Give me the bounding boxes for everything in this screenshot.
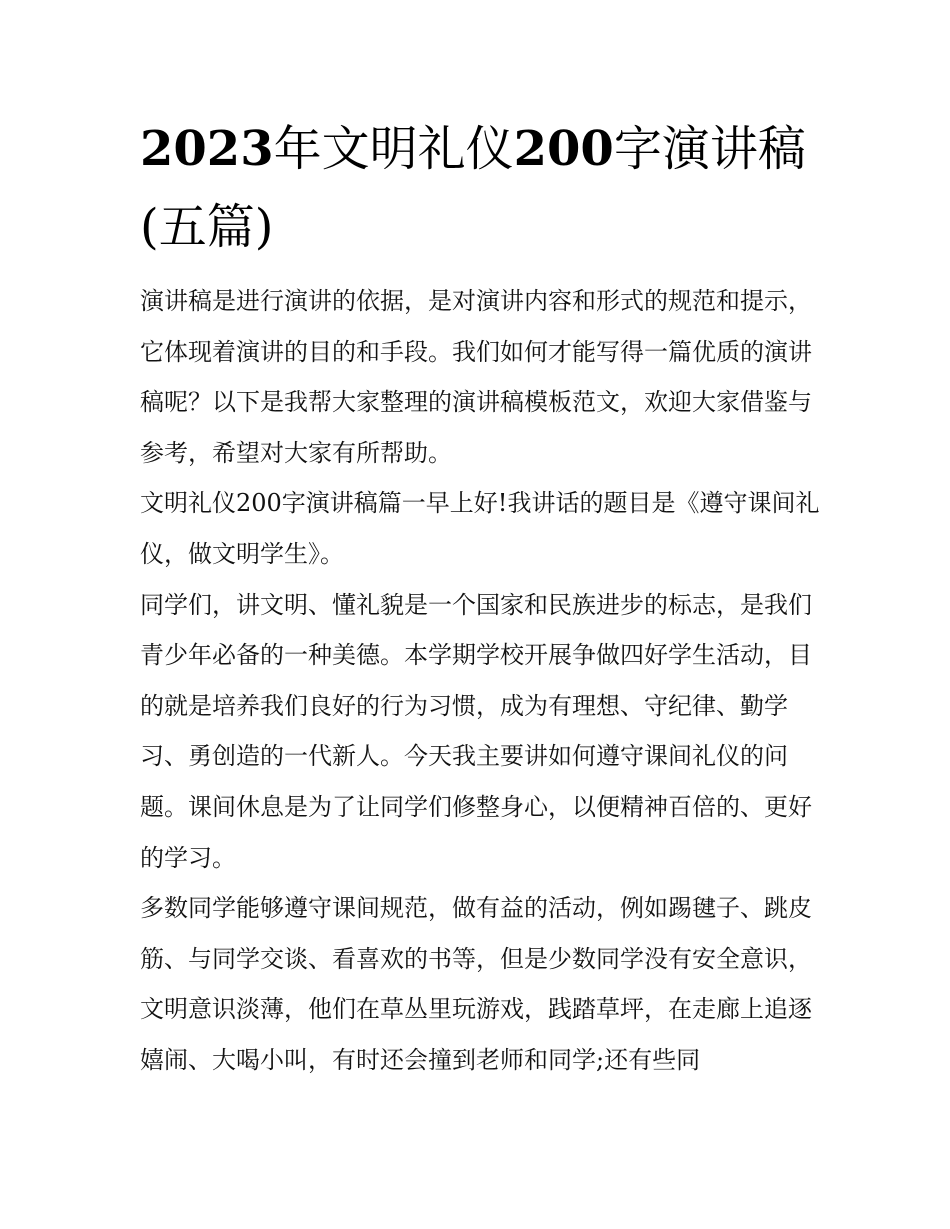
title-count: 200 [513, 121, 614, 177]
paragraph-intro: 演讲稿是进行演讲的依据，是对演讲内容和形式的规范和提示，它体现着演讲的目的和手段。我们如何才能写得一篇优质的演讲稿呢？以下是我帮大家整理的演讲稿模板范文，欢迎大家借鉴与参考，希望对大家有所帮助。 [140, 287, 812, 467]
title-segment-1: 年文明礼仪 [273, 121, 514, 177]
paragraph-recess-behavior: 多数同学能够遵守课间规范，做有益的活动，例如踢毽子、跳皮筋、与同学交谈、看喜欢的书等，但是少数同学没有安全意识，文明意识淡薄，他们在草丛里玩游戏，践踏草坪，在走廊上追逐嬉闹、大喝小叫，有时还会撞到老师和同学;还有些同 [140, 894, 812, 1074]
paragraph-speech-one-opening: 文明礼仪200字演讲稿篇一早上好!我讲话的题目是《遵守课间礼仪，做文明学生》。 [140, 489, 820, 568]
title-segment-2: 字演讲稿 [613, 121, 806, 177]
title-segment-3: (五篇) [140, 199, 274, 255]
title-year: 2023 [140, 121, 274, 177]
document-body [140, 276, 820, 1086]
paragraph-civility: 同学们，讲文明、懂礼貌是一个国家和民族进步的标志，是我们青少年必备的一种美德。本学期学校开展争做四好学生活动，目的就是培养我们良好的行为习惯，成为有理想、守纪律、勤学习、勇创造的一代新人。今天我主要讲如何遵守课间礼仪的问题。课间休息是为了让同学们修整身心，以便精神百倍的、更好的学习。 [140, 590, 812, 872]
document-title [140, 110, 820, 266]
